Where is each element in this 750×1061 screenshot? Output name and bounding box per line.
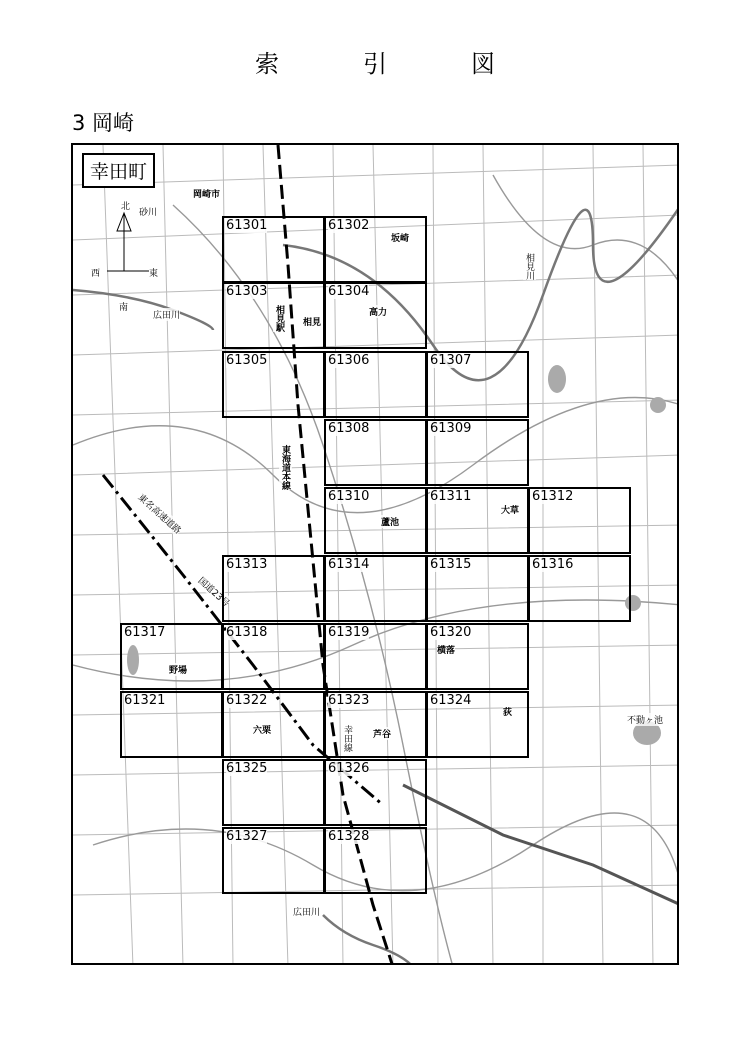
tile-61318[interactable]: [222, 623, 325, 690]
tile-number: 61316: [532, 557, 574, 572]
label-tokaido-line: 東海道本線: [280, 445, 290, 490]
compass-north: 北: [121, 202, 131, 212]
tile-61303[interactable]: [222, 282, 325, 349]
label-okusa: 大草: [501, 503, 519, 516]
page-title: 索 引 図: [255, 50, 525, 78]
tile-number: 61309: [430, 421, 472, 436]
tile-number: 61303: [226, 284, 268, 299]
tile-61320[interactable]: [426, 623, 529, 690]
label-aimi-river: 相見川: [524, 253, 534, 280]
tile-number: 61324: [430, 693, 472, 708]
label-sunagawa: 砂川: [139, 205, 157, 218]
tile-61317[interactable]: [120, 623, 223, 690]
section-heading: 3 岡崎: [72, 111, 135, 135]
tile-61309[interactable]: [426, 419, 529, 486]
tile-61308[interactable]: [324, 419, 427, 486]
tile-61310[interactable]: [324, 487, 427, 554]
tile-61327[interactable]: [222, 827, 325, 894]
tile-61322[interactable]: [222, 691, 325, 758]
tile-61314[interactable]: [324, 555, 427, 622]
tile-number: 61321: [124, 693, 166, 708]
tile-number: 61308: [328, 421, 370, 436]
label-hirotagawa-south: 広田川: [293, 905, 320, 918]
label-yokochi: 横落: [437, 643, 455, 656]
compass-icon: [107, 207, 157, 307]
label-expressway: 東名高速道路: [136, 491, 185, 537]
compass-west: 西: [91, 269, 101, 279]
index-map: [71, 143, 679, 965]
tile-number: 61320: [430, 625, 472, 640]
label-takariki: 高力: [369, 305, 387, 318]
tile-61319[interactable]: [324, 623, 427, 690]
label-okazaki-city: 岡崎市: [193, 187, 220, 200]
label-ogi: 荻: [503, 705, 512, 718]
tile-number: 61301: [226, 218, 268, 233]
tile-number: 61311: [430, 489, 472, 504]
tile-number: 61304: [328, 284, 370, 299]
tile-61313[interactable]: [222, 555, 325, 622]
tile-number: 61323: [328, 693, 370, 708]
tile-number: 61319: [328, 625, 370, 640]
tile-number: 61318: [226, 625, 268, 640]
tile-61325[interactable]: [222, 759, 325, 826]
tile-61323[interactable]: [324, 691, 427, 758]
label-rokkuri: 六栗: [253, 723, 271, 736]
label-fudo-pond: 不動ヶ池: [627, 713, 663, 726]
tile-number: 61307: [430, 353, 472, 368]
tile-number: 61312: [532, 489, 574, 504]
label-ashiike: 蘆池: [381, 515, 399, 528]
tile-61316[interactable]: [528, 555, 631, 622]
tile-61306[interactable]: [324, 351, 427, 418]
tile-61328[interactable]: [324, 827, 427, 894]
tile-number: 61314: [328, 557, 370, 572]
tile-61307[interactable]: [426, 351, 529, 418]
tile-number: 61328: [328, 829, 370, 844]
label-route23: 国道23号: [196, 574, 233, 609]
tile-61305[interactable]: [222, 351, 325, 418]
tile-61311[interactable]: [426, 487, 529, 554]
compass-east: 東: [149, 269, 159, 279]
tile-number: 61317: [124, 625, 166, 640]
tile-number: 61327: [226, 829, 268, 844]
tile-number: 61306: [328, 353, 370, 368]
label-sakazaki: 坂崎: [391, 231, 409, 244]
tile-number: 61322: [226, 693, 268, 708]
tile-61301[interactable]: [222, 216, 325, 283]
tile-61312[interactable]: [528, 487, 631, 554]
label-aimi-station: 相見駅: [274, 305, 284, 332]
tile-61326[interactable]: [324, 759, 427, 826]
town-badge: 幸田町: [82, 153, 155, 188]
tile-number: 61302: [328, 218, 370, 233]
tile-61315[interactable]: [426, 555, 529, 622]
label-aimi: 相見: [303, 315, 321, 328]
tile-61302[interactable]: [324, 216, 427, 283]
tile-61304[interactable]: [324, 282, 427, 349]
compass-south: 南: [119, 303, 129, 313]
label-line: 幸田線: [342, 725, 352, 752]
tile-61324[interactable]: [426, 691, 529, 758]
label-nojiri: 野場: [169, 663, 187, 676]
tile-number: 61313: [226, 557, 268, 572]
tile-number: 61325: [226, 761, 268, 776]
label-hirotagawa-north: 広田川: [153, 308, 180, 321]
tile-number: 61326: [328, 761, 370, 776]
label-ashigaya: 芦谷: [373, 727, 391, 740]
tile-61321[interactable]: [120, 691, 223, 758]
tile-number: 61315: [430, 557, 472, 572]
tile-number: 61310: [328, 489, 370, 504]
tile-number: 61305: [226, 353, 268, 368]
